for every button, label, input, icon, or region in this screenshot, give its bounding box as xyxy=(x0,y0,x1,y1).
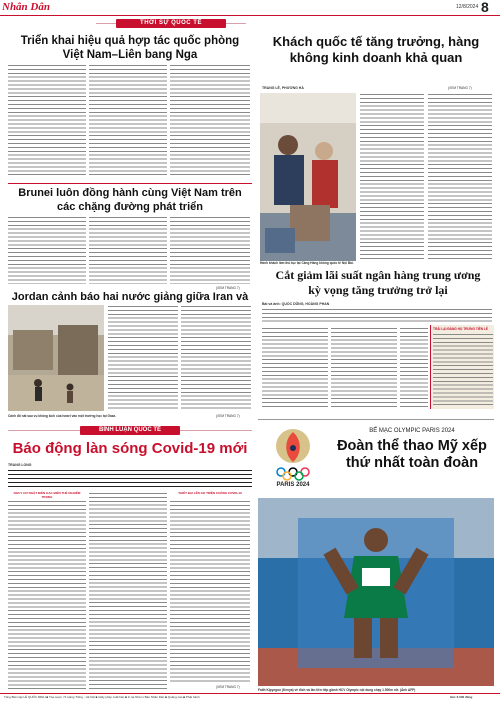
olympic-logo-text: PARIS 2024 xyxy=(276,482,310,488)
masthead-date: 12/8/2024 xyxy=(456,4,479,10)
story5-body-col2 xyxy=(331,327,397,407)
health-body-col1 xyxy=(8,500,86,690)
story4-body-col1 xyxy=(108,305,178,411)
health-byline: TRANG LONG xyxy=(8,463,32,467)
olympic-photo xyxy=(258,498,494,686)
story3-headline: Brunei luôn đồng hành cùng Việt Nam trên các chặng đường phát triển xyxy=(18,187,242,213)
story1-body-col2 xyxy=(89,64,167,178)
story3-body-col1 xyxy=(8,216,86,284)
story3-body-col2 xyxy=(89,216,167,284)
health-banner xyxy=(8,426,252,436)
story4-body-col2 xyxy=(181,305,251,411)
story5-subtitle: kỳ vọng tăng trưởng trở lại xyxy=(308,283,448,297)
story5-body-col3 xyxy=(400,327,428,407)
olympic-headline: Đoàn thể thao Mỹ xếp thứ nhất toàn đoàn xyxy=(337,438,487,471)
story2-headline: Khách quốc tế tăng trưởng, hàng không kinh doanh khả quan xyxy=(272,34,480,65)
masthead-logo: Nhân Dân xyxy=(2,1,50,13)
story2-photo xyxy=(260,93,356,261)
footer-line: Tổng Biên tập LÊ QUỐC MINH ■ Tòa soạn: 71 Hàng Trống - Hà Nội ■ Giấy phép xuất bản ■ In tại Nhà in Báo Nhân Dân ■ Quảng cáo ■ Phát hành xyxy=(4,695,200,699)
story5-byline: Bài và ảnh: QUỐC DŨNG, HOÀNG PHAN xyxy=(262,302,330,306)
health-sub1: NGUY CƠ NGẬT ĐIỂN GAC BIẾN THỂ NGHIÊM TRỌNG xyxy=(13,491,81,499)
story1-body-col3 xyxy=(170,64,250,178)
health-cont: (XEM TRANG 7) xyxy=(216,685,240,689)
story3-body-col3 xyxy=(170,216,250,284)
story4-headline: Jordan cảnh báo hai nước giảng giữa Iran và xyxy=(11,291,249,303)
health-label: BÌNH LUẬN QUỐC TẾ xyxy=(80,426,180,435)
section-banner xyxy=(96,19,246,29)
health-body-col2 xyxy=(89,492,167,690)
story5-box xyxy=(430,325,494,409)
olympic-logo xyxy=(262,424,324,494)
section-label: THỜI SỰ QUỐC TẾ xyxy=(116,19,226,28)
health-body-col3 xyxy=(170,500,250,684)
masthead xyxy=(0,0,500,16)
story2-body-col2 xyxy=(428,93,492,261)
story1-headline: Triển khai hiệu quả hợp tác quốc phòng Việt Nam–Liên bang Nga xyxy=(20,35,240,61)
story3-cont: (XEM TRANG 7) xyxy=(216,286,240,290)
page-number: 8 xyxy=(481,0,489,15)
story2-byline: TRANG LÊ, PHƯƠNG HÀ xyxy=(262,86,304,90)
health-lead xyxy=(8,469,252,487)
masthead-rule xyxy=(0,15,500,16)
story2-caption: Hành khách làm thủ tục tại Cảng Hàng không quốc tế Nội Bài. xyxy=(260,261,354,265)
health-headline: Báo động làn sóng Covid-19 mới xyxy=(12,440,248,457)
story1-body xyxy=(8,64,86,178)
story4-photo xyxy=(8,305,104,411)
story2-cont: (XEM TRANG 7) xyxy=(448,86,472,90)
olympic-kicker: BẾ MẠC OLYMPIC PARIS 2024 xyxy=(369,428,455,434)
story5-lead xyxy=(262,308,492,324)
story5-headline: Cắt giảm lãi suất ngân hàng trung ương xyxy=(275,268,481,282)
story4-cont: (XEM TRANG 7) xyxy=(216,414,240,418)
footer-price: Giá: 6.000 đồng xyxy=(450,695,473,699)
health-sub2: THIẾT BẠI LÊN GO TRIỆN CHỐNG COVID-19 xyxy=(178,491,242,495)
story4-caption: Cảnh đổ nát sau vụ không kích của Israel vào một trường học tại Gaza. xyxy=(8,414,117,418)
olympic-caption: Faith Kipyegon (Kenya) về đích và lần liên tiếp giành HCV Olympic nội dung chạy 1.500m nữ. (Ảnh AFP) xyxy=(258,688,416,692)
story5-body-col1 xyxy=(262,327,328,407)
story5-box-title: TRẢI LẠI ĐÀNG HỌ TRƯNG TIÊN LỄ xyxy=(433,327,489,331)
story2-body-col1 xyxy=(360,93,424,261)
